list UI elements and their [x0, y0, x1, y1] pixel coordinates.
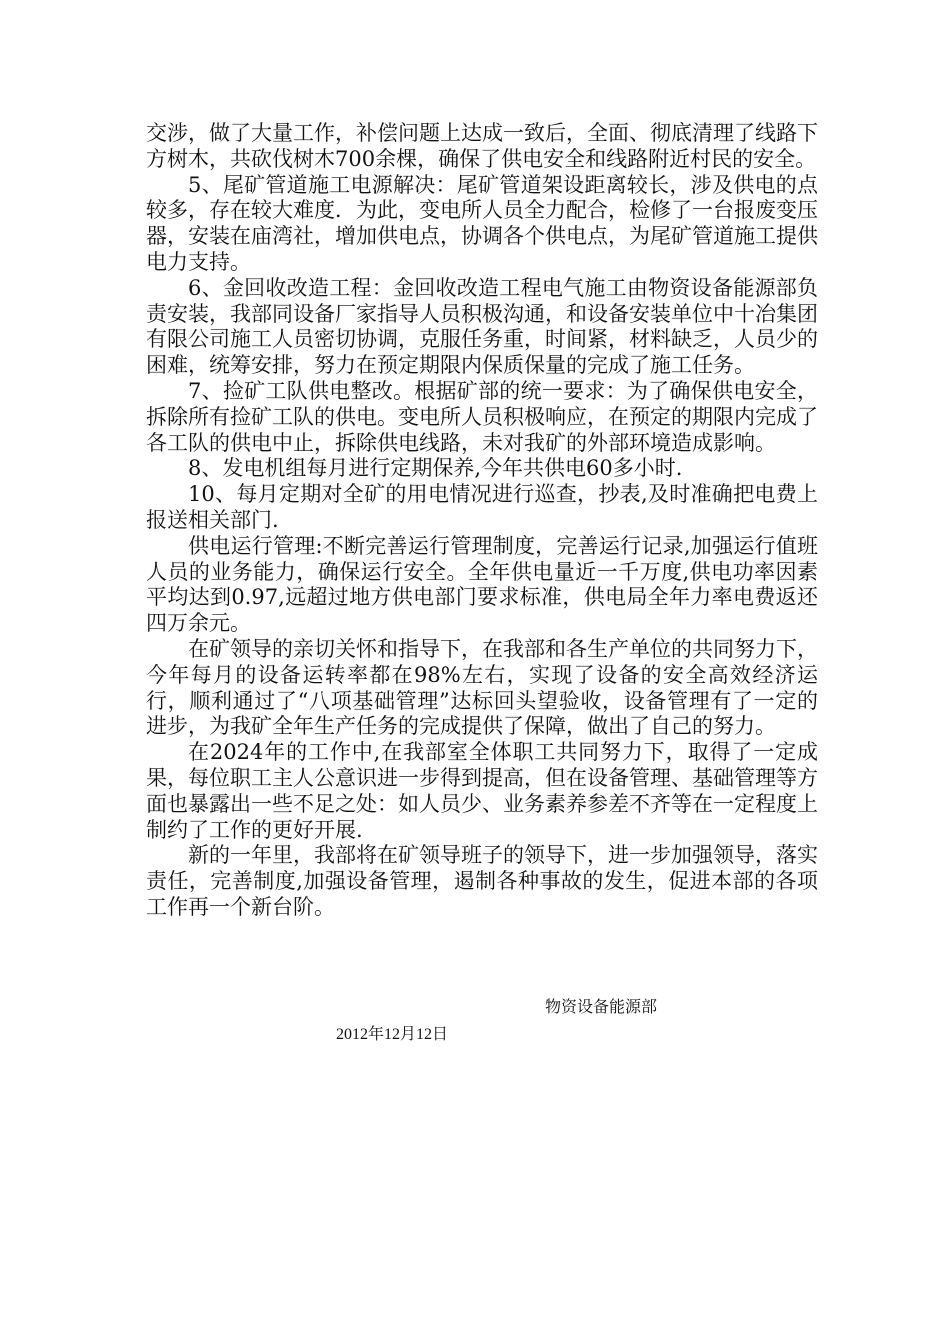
document-body [146, 121, 818, 921]
paragraph-item-5: 5、尾矿管道施工电源解决：尾矿管道架设距离较长，涉及供电的点较多，存在较大难度．为此，变电所人员全力配合，检修了一台报废变压器，安装在庙湾社，增加供电点，协调各个供电点，为尾矿管道施工提供电力支持。 [146, 172, 818, 274]
document-date: 2012年12月12日 [336, 1026, 449, 1043]
department-signature: 物资设备能源部 [545, 997, 658, 1016]
paragraph-continuation: 交涉，做了大量工作，补偿问题上达成一致后，全面、彻底清理了线路下方树木，共砍伐树木700余棵，确保了供电安全和线路附近村民的安全。 [146, 121, 818, 171]
paragraph-item-6: 6、金回收改造工程：金回收改造工程电气施工由物资设备能源部负责安装，我部同设备厂家指导人员积极沟通，和设备安装单位中十冶集团有限公司施工人员密切协调，克服任务重，时间紧，材料缺乏，人员少的困难，统筹安排，努力在预定期限内保质保量的完成了施工任务。 [146, 275, 818, 378]
paragraph-item-8: 8、发电机组每月进行定期保养,今年共供电60多小时. [188, 456, 683, 481]
paragraph-power-operation: 供电运行管理:不断完善运行管理制度，完善运行记录,加强运行值班人员的业务能力，确保运行安全。全年供电量近一千万度,供电功率因素平均达到0.97,远超过地方供电部门要求标准，供电局全年力率电费返还四万余元。 [146, 533, 818, 636]
paragraph-outlook: 新的一年里，我部将在矿领导班子的领导下，进一步加强领导，落实责任，完善制度,加强设备管理，遏制各种事故的发生，促进本部的各项工作再一个新台阶。 [146, 843, 818, 919]
paragraph-item-7: 7、捡矿工队供电整改。根据矿部的统一要求：为了确保供电安全，拆除所有捡矿工队的供电。变电所人员积极响应，在预定的期限内完成了各工队的供电中止，拆除供电线路，未对我矿的外部环境造成影响。 [146, 378, 818, 455]
paragraph-shortcomings: 在2024年的工作中,在我部室全体职工共同努力下，取得了一定成果，每位职工主人公意识进一步得到提高，但在设备管理、基础管理等方面也暴露出一些不足之处：如人员少、业务素养参差不齐等在一定程度上制约了工作的更好开展. [146, 740, 818, 842]
paragraph-summary: 在矿领导的亲切关怀和指导下，在我部和各生产单位的共同努力下，今年每月的设备运转率都在98%左右，实现了设备的安全高效经济运行，顺利通过了“八项基础管理”达标回头望验收，设备管理有了一定的进步，为我矿全年生产任务的完成提供了保障，做出了自己的努力。 [146, 636, 818, 739]
paragraph-item-10: 10、每月定期对全矿的用电情况进行巡查，抄表,及时准确把电费上报送相关部门. [146, 482, 818, 532]
